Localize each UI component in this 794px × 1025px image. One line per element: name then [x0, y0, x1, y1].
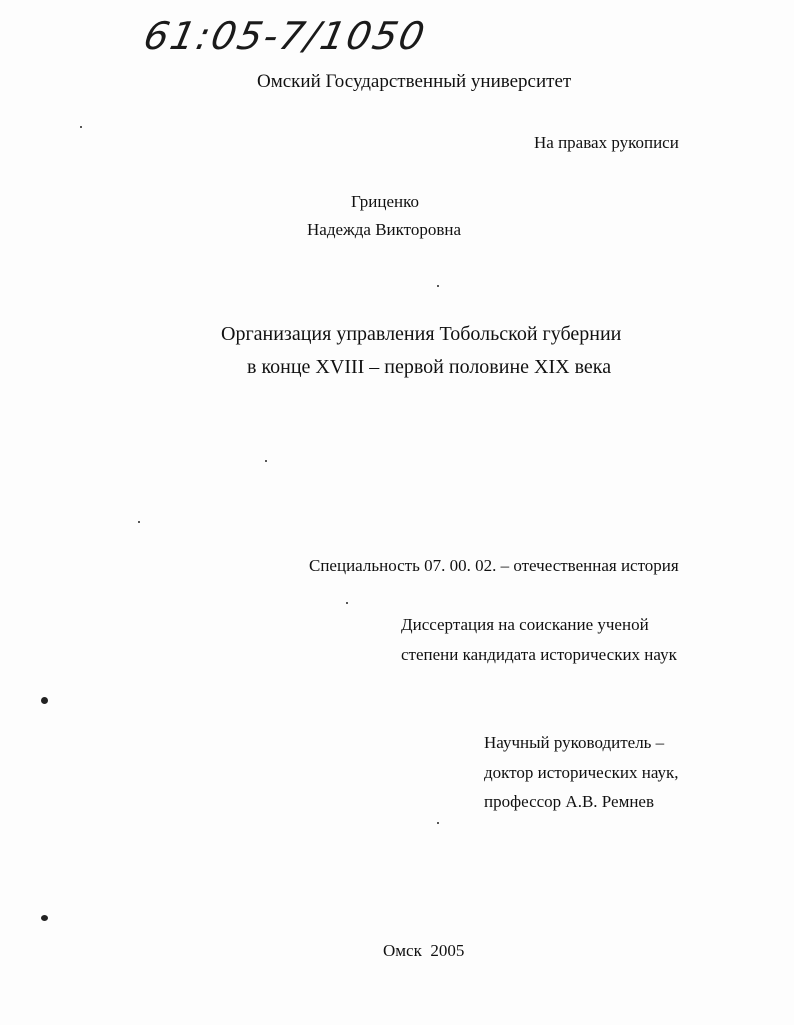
scan-speck [80, 126, 82, 128]
scan-speck [265, 460, 267, 462]
author-given-names: Надежда Викторовна [307, 220, 462, 239]
supervisor-line3: профессор А.В. Ремнев [484, 792, 654, 811]
scan-speck [346, 602, 348, 604]
scan-speck [41, 697, 48, 704]
specialty-line: Специальность 07. 00. 02. – отечественная история [309, 556, 679, 575]
dissertation-type-line1: Диссертация на соискание ученой [401, 615, 649, 634]
scan-speck [138, 521, 140, 523]
scan-speck [41, 915, 48, 921]
dissertation-title-line1: Организация управления Тобольской губернии [221, 323, 622, 345]
dissertation-title-line2: в конце XVIII – первой половине XIX века [247, 356, 612, 378]
author-surname: Гриценко [351, 192, 419, 211]
university-name: Омский Государственный университет [257, 71, 572, 92]
scan-speck [437, 822, 439, 824]
supervisor-line2: доктор исторических наук, [484, 763, 679, 782]
dissertation-type-line2: степени кандидата исторических наук [401, 645, 677, 664]
manuscript-rights-label: На правах рукописи [534, 133, 679, 152]
scan-speck [437, 285, 439, 287]
place-year: Омск 2005 [383, 941, 465, 960]
supervisor-line1: Научный руководитель – [484, 733, 665, 752]
archive-code-handwritten: 61:05-7/1050 [140, 14, 431, 58]
